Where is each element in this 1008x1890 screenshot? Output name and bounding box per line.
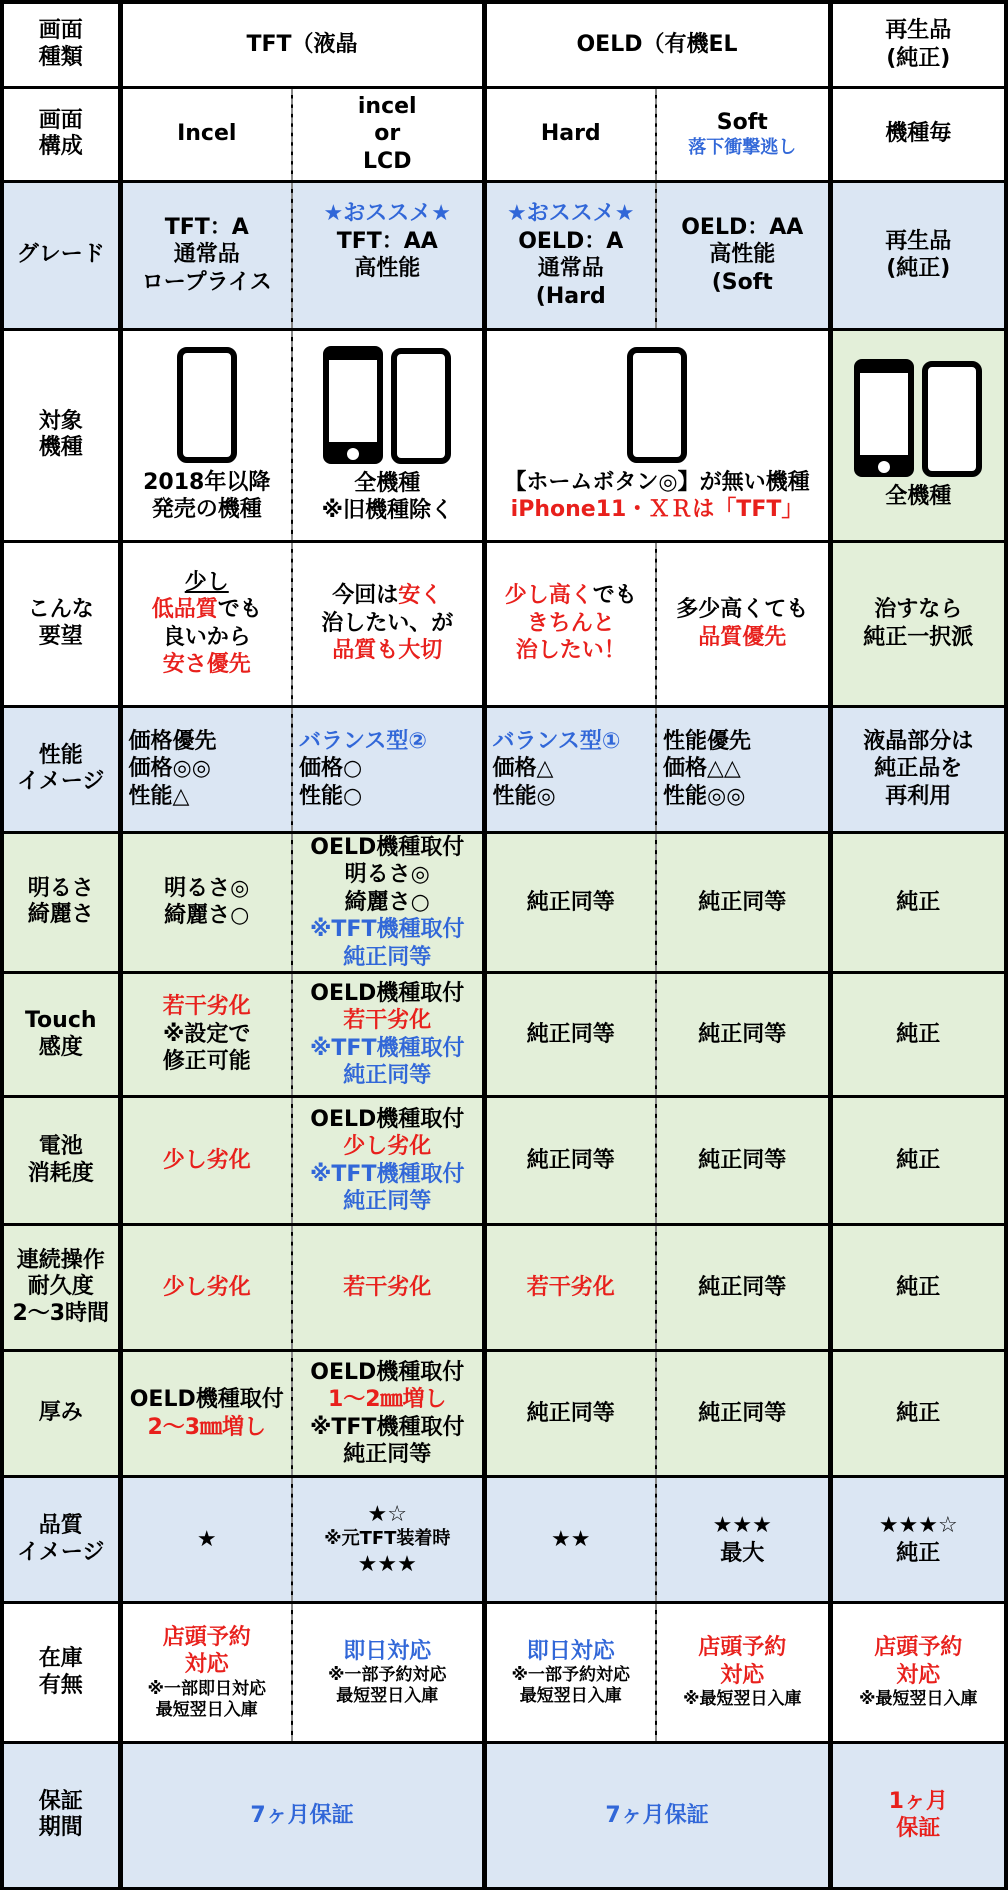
cell-models-incel: 2018年以降 発売の機種 <box>120 329 292 541</box>
performance-row <box>4 706 1004 832</box>
cell-stock-hard: 即日対応 ※一部予約対応 最短翌日入庫 <box>484 1603 656 1743</box>
grade-row <box>4 181 1004 329</box>
cell-composition-regen: 機種毎 <box>830 87 1004 181</box>
cell-request-hard: 少し高くでも きちんと 治したい！ <box>484 541 656 706</box>
cell-durability-soft: 純正同等 <box>656 1225 830 1351</box>
cell-grade-tft-aa: ★おススメ★ TFT：AA 高性能 <box>292 181 484 329</box>
cell-quality-hard: ★★ <box>484 1477 656 1603</box>
warranty-row <box>4 1743 1004 1887</box>
cell-grade-oeld-a: ★おススメ★ OELD：A 通常品 (Hard <box>484 181 656 329</box>
row-label-composition: 画面 構成 <box>4 87 120 181</box>
cell-thickness-incel-lcd: OELD機種取付 1～2㎜増し ※TFT機種取付 純正同等 <box>292 1351 484 1477</box>
durability-row <box>4 1225 1004 1351</box>
cell-brightness-soft: 純正同等 <box>656 832 830 973</box>
cell-durability-incel-lcd: 若干劣化 <box>292 1225 484 1351</box>
stock-row <box>4 1603 1004 1743</box>
cell-warranty-tft: 7ヶ月保証 <box>120 1743 484 1887</box>
phone-notch-icon <box>922 361 982 477</box>
cell-composition-soft: Soft 落下衝撃逃し <box>656 87 830 181</box>
screen-comparison-table <box>4 4 1004 1887</box>
row-label-grade: グレード <box>4 181 120 329</box>
row-label-screen-type: 画面 種類 <box>4 4 120 87</box>
cell-durability-incel: 少し劣化 <box>120 1225 292 1351</box>
cell-request-incel-lcd: 今回は安く 治したい、が 品質も大切 <box>292 541 484 706</box>
cell-stock-regen: 店頭予約 対応 ※最短翌日入庫 <box>830 1603 1004 1743</box>
cell-touch-incel: 若干劣化 ※設定で 修正可能 <box>120 973 292 1097</box>
cell-stock-incel: 店頭予約 対応 ※一部即日対応 最短翌日入庫 <box>120 1603 292 1743</box>
cell-request-soft: 多少高くても 品質優先 <box>656 541 830 706</box>
brightness-row <box>4 832 1004 973</box>
phone-home-button-icon <box>323 346 383 464</box>
row-label-thickness: 厚み <box>4 1351 120 1477</box>
cell-touch-soft: 純正同等 <box>656 973 830 1097</box>
column-header-regen: 再生品 (純正) <box>830 4 1004 87</box>
cell-durability-hard: 若干劣化 <box>484 1225 656 1351</box>
row-label-warranty: 保証 期間 <box>4 1743 120 1887</box>
cell-thickness-incel: OELD機種取付 2～3㎜増し <box>120 1351 292 1477</box>
cell-brightness-hard: 純正同等 <box>484 832 656 973</box>
cell-stock-soft: 店頭予約 対応 ※最短翌日入庫 <box>656 1603 830 1743</box>
cell-thickness-soft: 純正同等 <box>656 1351 830 1477</box>
row-label-performance: 性能 イメージ <box>4 706 120 832</box>
cell-durability-regen: 純正 <box>830 1225 1004 1351</box>
column-header-oeld: OELD（有機EL <box>484 4 830 87</box>
quality-row <box>4 1477 1004 1603</box>
cell-performance-hard: バランス型① 価格△ 性能◎ <box>484 706 656 832</box>
recommend-badge: ★おススメ★ <box>323 201 451 226</box>
cell-brightness-incel-lcd: OELD機種取付 明るさ◎ 綺麗さ○ ※TFT機種取付 純正同等 <box>292 832 484 973</box>
phone-home-button-icon <box>854 359 914 477</box>
phone-notch-icon <box>177 347 237 463</box>
cell-composition-hard: Hard <box>484 87 656 181</box>
models-row <box>4 329 1004 541</box>
cell-battery-incel: 少し劣化 <box>120 1097 292 1225</box>
cell-brightness-regen: 純正 <box>830 832 1004 973</box>
row-label-touch: Touch 感度 <box>4 973 120 1097</box>
row-label-battery: 電池 消耗度 <box>4 1097 120 1225</box>
row-label-quality: 品質 イメージ <box>4 1477 120 1603</box>
cell-models-incel-lcd: 全機種 ※旧機種除く <box>292 329 484 541</box>
cell-touch-regen: 純正 <box>830 973 1004 1097</box>
cell-models-oeld: 【ホームボタン◎】が無い機種 iPhone11・ＸＲは「TFT」 <box>484 329 830 541</box>
thickness-row <box>4 1351 1004 1477</box>
phone-notch-icon <box>627 347 687 463</box>
cell-warranty-oeld: 7ヶ月保証 <box>484 1743 830 1887</box>
cell-composition-incel-lcd: incel or LCD <box>292 87 484 181</box>
cell-stock-incel-lcd: 即日対応 ※一部予約対応 最短翌日入庫 <box>292 1603 484 1743</box>
row-label-brightness: 明るさ 綺麗さ <box>4 832 120 973</box>
cell-models-regen: 全機種 <box>830 329 1004 541</box>
cell-performance-soft: 性能優先 価格△△ 性能◎◎ <box>656 706 830 832</box>
oeld-models-note: iPhone11・ＸＲは「TFT」 <box>510 497 804 522</box>
request-row <box>4 541 1004 706</box>
row-label-stock: 在庫 有無 <box>4 1603 120 1743</box>
cell-battery-incel-lcd: OELD機種取付 少し劣化 ※TFT機種取付 純正同等 <box>292 1097 484 1225</box>
cell-request-regen: 治すなら 純正一択派 <box>830 541 1004 706</box>
cell-touch-incel-lcd: OELD機種取付 若干劣化 ※TFT機種取付 純正同等 <box>292 973 484 1097</box>
cell-brightness-incel: 明るさ◎ 綺麗さ○ <box>120 832 292 973</box>
cell-warranty-regen: 1ヶ月 保証 <box>830 1743 1004 1887</box>
row-label-models: 対象 機種 <box>4 329 120 541</box>
cell-thickness-hard: 純正同等 <box>484 1351 656 1477</box>
row-label-durability: 連続操作 耐久度 2～3時間 <box>4 1225 120 1351</box>
touch-row <box>4 973 1004 1097</box>
cell-battery-regen: 純正 <box>830 1097 1004 1225</box>
cell-request-incel: 少し 低品質でも 良いから 安さ優先 <box>120 541 292 706</box>
cell-grade-regen: 再生品 (純正) <box>830 181 1004 329</box>
cell-battery-soft: 純正同等 <box>656 1097 830 1225</box>
column-header-tft: TFT（液晶 <box>120 4 484 87</box>
cell-battery-hard: 純正同等 <box>484 1097 656 1225</box>
cell-performance-incel-lcd: バランス型② 価格○ 性能○ <box>292 706 484 832</box>
header-row <box>4 4 1004 87</box>
cell-touch-hard: 純正同等 <box>484 973 656 1097</box>
phone-notch-icon <box>391 348 451 464</box>
battery-row <box>4 1097 1004 1225</box>
recommend-badge: ★おススメ★ <box>507 201 635 226</box>
composition-row <box>4 87 1004 181</box>
soft-note: 落下衝撃逃し <box>688 136 797 158</box>
cell-grade-tft-a: TFT：A 通常品 ロープライス <box>120 181 292 329</box>
row-label-request: こんな 要望 <box>4 541 120 706</box>
cell-quality-soft: ★★★ 最大 <box>656 1477 830 1603</box>
cell-performance-regen: 液晶部分は 純正品を 再利用 <box>830 706 1004 832</box>
cell-quality-regen: ★★★☆ 純正 <box>830 1477 1004 1603</box>
cell-thickness-regen: 純正 <box>830 1351 1004 1477</box>
cell-grade-oeld-aa: OELD：AA 高性能 (Soft <box>656 181 830 329</box>
cell-quality-incel-lcd: ★☆ ※元TFT装着時 ★★★ <box>292 1477 484 1603</box>
cell-composition-incel: Incel <box>120 87 292 181</box>
cell-quality-incel: ★ <box>120 1477 292 1603</box>
cell-performance-incel: 価格優先 価格◎◎ 性能△ <box>120 706 292 832</box>
